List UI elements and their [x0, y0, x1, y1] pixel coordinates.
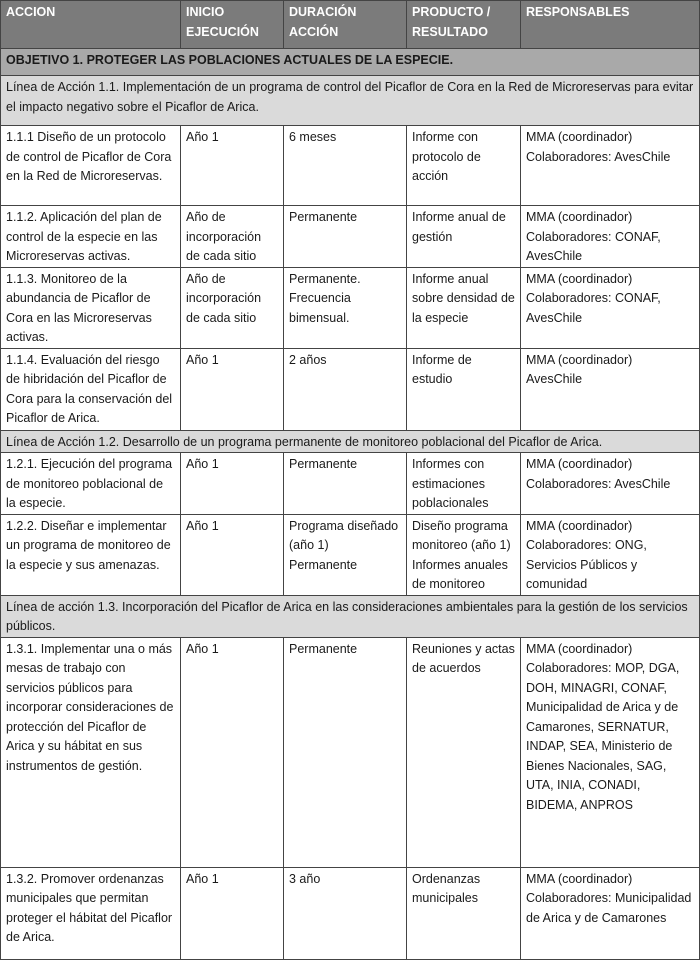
cell-inicio: Año 1	[181, 867, 284, 959]
cell-producto: Informe anual sobre densidad de la especie	[407, 267, 521, 348]
cell-responsables: MMA (coordinador) Colaboradores: ONG, Servicios Públicos y comunidad	[521, 514, 700, 595]
header-row	[1, 1, 700, 49]
cell-responsables: MMA (coordinador) Colaboradores: CONAF, AvesChile	[521, 267, 700, 348]
line-of-action-row	[1, 430, 700, 453]
table-row	[1, 867, 700, 959]
cell-responsables: MMA (coordinador) AvesChile	[521, 348, 700, 430]
table-row	[1, 267, 700, 348]
cell-producto: Informes con estimaciones poblacionales	[407, 453, 521, 515]
objective-row	[1, 49, 700, 76]
cell-responsables: MMA (coordinador) Colaboradores: Municipalidad de Arica y de Camarones	[521, 867, 700, 959]
objective-title: OBJETIVO 1. PROTEGER LAS POBLACIONES ACTUALES DE LA ESPECIE.	[1, 49, 700, 76]
cell-producto: Informe anual de gestión	[407, 206, 521, 268]
cell-inicio: Año 1	[181, 348, 284, 430]
header-producto: PRODUCTO / RESULTADO	[407, 1, 521, 49]
cell-responsables: MMA (coordinador) Colaboradores: MOP, DGA, DOH, MINAGRI, CONAF, Municipalidad de Arica y de Camarones, SERNATUR, INDAP, SEA, Ministerio de Bienes Nacionales, SAG, UTA, INIA, CONADI, BIDEMA, ANPROS	[521, 637, 700, 867]
table-row	[1, 514, 700, 595]
cell-duracion: Permanente	[284, 206, 407, 268]
table-row	[1, 453, 700, 515]
cell-accion: 1.2.1. Ejecución del programa de monitoreo poblacional de la especie.	[1, 453, 181, 515]
cell-inicio: Año 1	[181, 453, 284, 515]
header-duracion: DURACIÓN ACCIÓN	[284, 1, 407, 49]
cell-producto: Diseño programa monitoreo (año 1) Informes anuales de monitoreo	[407, 514, 521, 595]
cell-duracion: 2 años	[284, 348, 407, 430]
cell-duracion: Programa diseñado (año 1) Permanente	[284, 514, 407, 595]
line-of-action-title: Línea de acción 1.3. Incorporación del Picaflor de Arica en las consideraciones ambientales para la gestión de los servicios públicos.	[1, 595, 700, 637]
line-of-action-title: Línea de Acción 1.1. Implementación de un programa de control del Picaflor de Cora en la Red de Microreservas para evitar el impacto negativo sobre el Picaflor de Arica.	[1, 76, 700, 126]
line-of-action-row	[1, 595, 700, 637]
cell-accion: 1.1.2. Aplicación del plan de control de la especie en las Microreservas activas.	[1, 206, 181, 268]
cell-producto: Informe con protocolo de acción	[407, 126, 521, 206]
cell-duracion: Permanente. Frecuencia bimensual.	[284, 267, 407, 348]
line-of-action-row	[1, 76, 700, 126]
cell-duracion: Permanente	[284, 637, 407, 867]
table-row	[1, 637, 700, 867]
cell-inicio: Año de incorporación de cada sitio	[181, 267, 284, 348]
table-row	[1, 206, 700, 268]
cell-responsables: MMA (coordinador) Colaboradores: CONAF, AvesChile	[521, 206, 700, 268]
cell-inicio: Año 1	[181, 514, 284, 595]
header-accion: ACCION	[1, 1, 181, 49]
cell-duracion: 6 meses	[284, 126, 407, 206]
cell-producto: Ordenanzas municipales	[407, 867, 521, 959]
cell-accion: 1.2.2. Diseñar e implementar un programa de monitoreo de la especie y sus amenazas.	[1, 514, 181, 595]
cell-accion: 1.3.2. Promover ordenanzas municipales que permitan proteger el hábitat del Picaflor de Arica.	[1, 867, 181, 959]
cell-inicio: Año 1	[181, 126, 284, 206]
cell-inicio: Año de incorporación de cada sitio	[181, 206, 284, 268]
cell-duracion: 3 año	[284, 867, 407, 959]
cell-inicio: Año 1	[181, 637, 284, 867]
cell-responsables: MMA (coordinador) Colaboradores: AvesChile	[521, 453, 700, 515]
header-responsables: RESPONSABLES	[521, 1, 700, 49]
cell-accion: 1.1.1 Diseño de un protocolo de control de Picaflor de Cora en la Red de Microreservas.	[1, 126, 181, 206]
line-of-action-title: Línea de Acción 1.2. Desarrollo de un programa permanente de monitoreo poblacional del Picaflor de Arica.	[1, 430, 700, 453]
table-row	[1, 348, 700, 430]
cell-accion: 1.1.3. Monitoreo de la abundancia de Picaflor de Cora en las Microreservas activas.	[1, 267, 181, 348]
cell-accion: 1.3.1. Implementar una o más mesas de trabajo con servicios públicos para incorporar consideraciones de protección del Picaflor de Arica y su hábitat en sus instrumentos de gestión.	[1, 637, 181, 867]
cell-producto: Reuniones y actas de acuerdos	[407, 637, 521, 867]
cell-accion: 1.1.4. Evaluación del riesgo de hibridación del Picaflor de Cora para la conservación del Picaflor de Arica.	[1, 348, 181, 430]
header-inicio: INICIO EJECUCIÓN	[181, 1, 284, 49]
cell-responsables: MMA (coordinador) Colaboradores: AvesChile	[521, 126, 700, 206]
table-row	[1, 126, 700, 206]
cell-producto: Informe de estudio	[407, 348, 521, 430]
cell-duracion: Permanente	[284, 453, 407, 515]
